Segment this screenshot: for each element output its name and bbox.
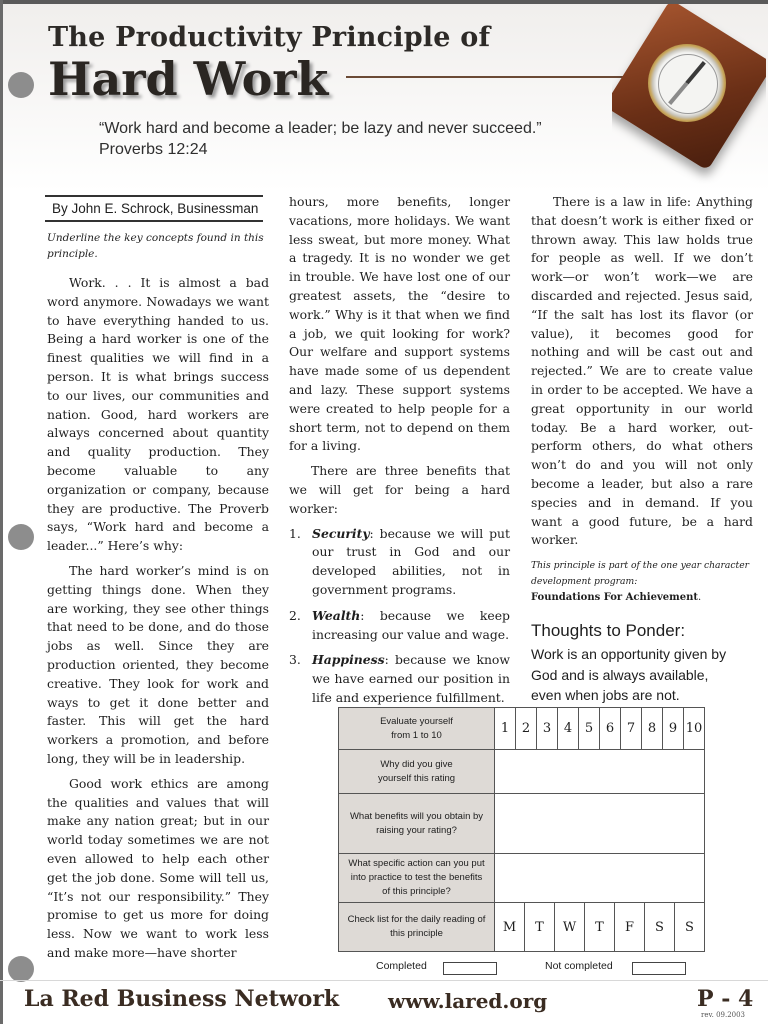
checklist-row [339,903,705,952]
program-note: This principle is part of the one year character development program: [531,560,750,588]
article-column-2 [289,193,510,715]
organization-name: La Red Business Network [24,986,340,1012]
day-check-friday[interactable]: F [615,903,645,951]
program-name: Foundations For Achievement. [531,592,702,604]
benefit-item [289,525,510,600]
binder-hole-bottom [8,956,34,982]
benefits-intro: There are three benefits that we will get for being a hard worker: [289,463,510,516]
benefit-number: 2. [289,607,301,623]
day-check-thursday[interactable]: T [585,903,615,951]
article-column-3 [531,193,753,706]
rating-option-3[interactable]: 3 [537,708,558,750]
ponder-title: Thoughts to Ponder: [531,621,686,641]
title-line2: Hard Work [48,52,329,106]
rating-option-4[interactable]: 4 [558,708,579,750]
rating-row [339,708,705,750]
rating-option-7[interactable]: 7 [621,708,642,750]
website-link[interactable]: www.lared.org [388,989,548,1013]
question-label: Why did you give yourself this rating [339,750,495,794]
benefit-text: : because we know we have earned our position in life and experience fulfillment. [312,652,510,705]
question-row [339,854,705,903]
paragraph: Good work ethics are among the qualities and values that will make any nation great; but in our world today sometimes we are not even allowed to help each other get the job done. Some will tell us, “It’s not our responsibility.” They promise to get us more for doing less. Now we want to work less and make more—have shorter [47,775,269,960]
binder-hole-top [8,72,34,98]
benefit-term: Happiness [312,652,385,668]
quote-reference: Proverbs 12:24 [99,141,208,158]
benefit-text: : because we keep increasing our value and wage. [312,607,510,642]
benefit-item [289,607,510,645]
rating-label: Evaluate yourself from 1 to 10 [339,708,495,750]
rating-option-1[interactable]: 1 [495,708,516,750]
question-row [339,794,705,854]
completed-checkbox[interactable] [443,962,497,975]
quote-text: “Work hard and become a leader; be lazy and never succeed.” [99,120,542,137]
completed-label: Completed [376,960,427,972]
day-check-sunday[interactable]: S [675,903,705,951]
rating-option-9[interactable]: 9 [663,708,684,750]
rating-option-8[interactable]: 8 [642,708,663,750]
article-column-1 [47,274,269,969]
question-label: What benefits will you obtain by raising your rating? [339,794,495,854]
question-row [339,750,705,794]
paragraph: Work. . . It is almost a bad word anymore. Nowadays we want to have everything handed to us. Being a hard worker is one of the finest qualities we will find in a person. It is what brings success to our lives, our communities and nation. Good, hard workers are always concerned about quantity and quality production. They become valuable to any organization or company, because they are productive. The Proverb says, “Work hard and become a leader...” Here’s why: [47,275,269,554]
day-check-tuesday[interactable]: T [525,903,555,951]
rating-option-6[interactable]: 6 [600,708,621,750]
page-number: P - 4 [697,986,754,1012]
reading-instructions: Underline the key concepts found in this principle. [47,232,264,260]
rating-option-10[interactable]: 10 [684,708,705,750]
benefit-text: : because we will put our trust in God and our developed abilities, not in government programs. [312,525,510,597]
benefit-number: 1. [289,525,301,541]
binder-hole-middle [8,524,34,550]
not-completed-label: Not completed [545,960,613,972]
revision-date: rev. 09.2003 [701,1011,746,1019]
paragraph: There is a law in life: Anything that doesn’t work is either fixed or thrown away. This law holds true for people as well. If we don’t work—or won’t work—we are discarded and rejected. Jesus said, “If the salt has lost its flavor (or value), it becomes good for nothing and will be cast out and rejected.” We are to create value in order to be accepted. We have a great opportunity in our world today. Be a hard worker, out- perform others, do what others won’t do and you will not only become a leader, but also a rare species and in demand. If you want a good future, be a hard worker. [531,194,753,548]
self-evaluation-table [338,707,705,952]
paragraph: The hard worker’s mind is on getting things done. When they are working, they see other things that need to be done, and do those jobs as well. Since they are production oriented, they become creative. They look for work and ways to get it done better and faster. This will get the hard workers a promotion, and before long, they will be in leadership. [47,562,269,766]
paragraph: hours, more benefits, longer vacations, more holidays. We want less sweat, but more money. What a tragedy. It is no wonder we get in trouble. We have lost one of our greatest assets, the “desire to work.” Why is it that when we find a job, we quit looking for work? Our welfare and support systems have made some of us dependent and lazy. These support systems were created to help people for a short term, not to depend on them for a living. [289,194,510,454]
title-rule [346,76,636,78]
left-border [0,0,3,1024]
ponder-text: Work is an opportunity given by God and is always available, even when jobs are not. [531,646,727,704]
answer-field[interactable] [495,854,705,903]
checklist-label: Check list for the daily reading of this principle [339,903,495,952]
benefit-term: Wealth [312,607,361,623]
scripture-quote [99,118,542,160]
footer-rule [0,980,768,981]
day-check-monday[interactable]: M [495,903,525,951]
answer-field[interactable] [495,794,705,854]
day-check-saturday[interactable]: S [645,903,675,951]
not-completed-checkbox[interactable] [632,962,686,975]
rating-option-2[interactable]: 2 [516,708,537,750]
benefit-term: Security [312,525,370,541]
day-check-wednesday[interactable]: W [555,903,585,951]
rating-option-5[interactable]: 5 [579,708,600,750]
title-line1: The Productivity Principle of [48,22,491,53]
day-checklist [495,903,704,951]
author-byline: By John E. Schrock, Businessman [45,195,263,222]
benefits-list [289,525,510,708]
question-label: What specific action can you put into practice to test the benefits of this principle? [339,854,495,903]
benefit-item [289,651,510,707]
benefit-number: 3. [289,652,301,668]
answer-field[interactable] [495,750,705,794]
compass-icon [612,4,766,184]
